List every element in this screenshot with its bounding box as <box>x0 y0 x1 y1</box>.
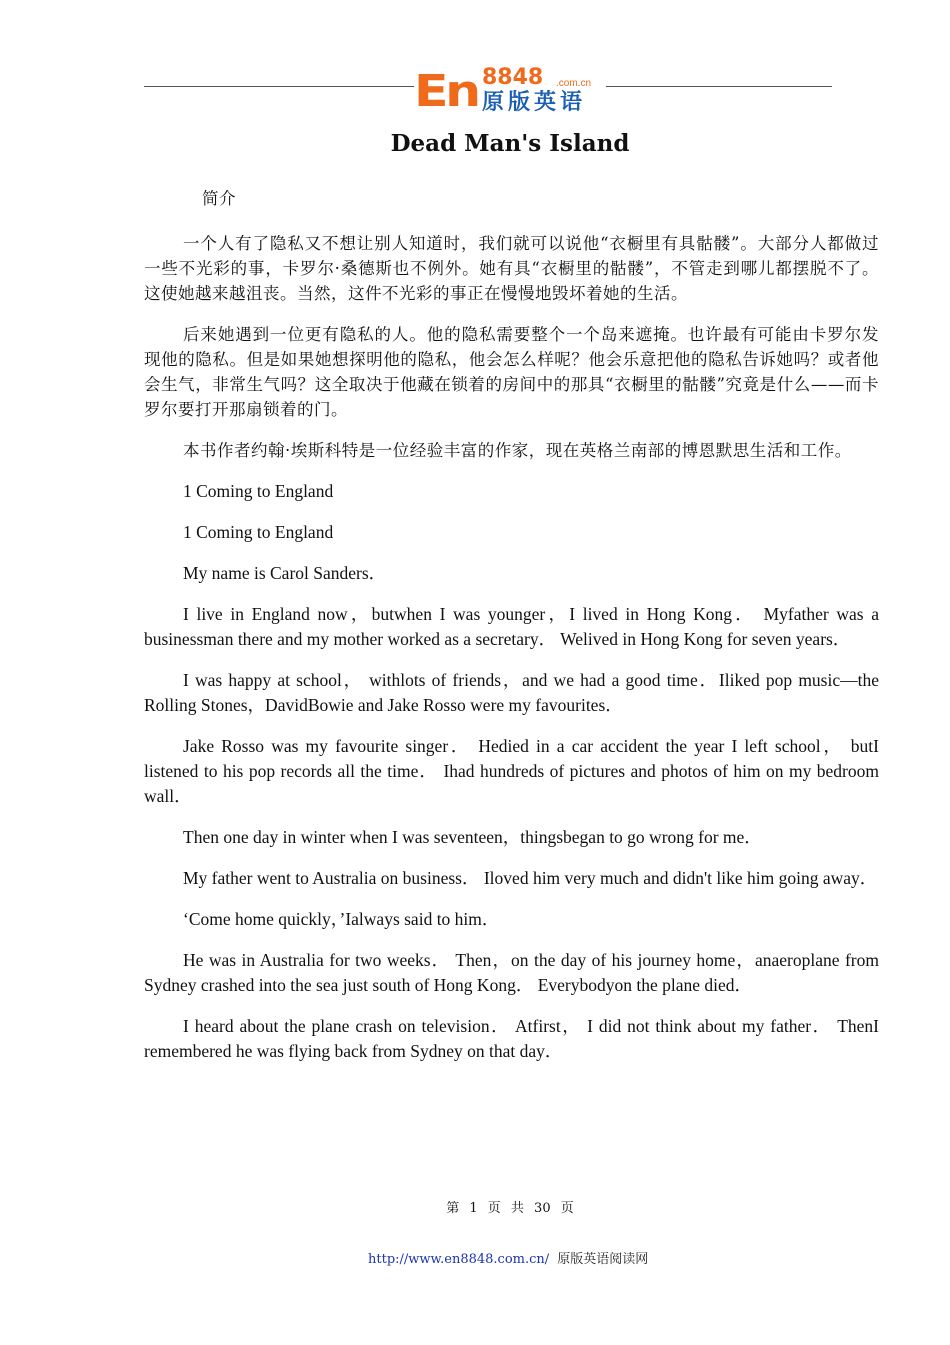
paragraph: 一个人有了隐私又不想让别人知道时，我们就可以说他“衣橱里有具骷髅”。大部分人都做过一些不光彩的事，卡罗尔·桑德斯也不例外。她有具“衣橱里的骷髅”，不管走到哪儿都摆脱不了。这使她越来越沮丧。当然，这件不光彩的事正在慢慢地毁坏着她的生活。 <box>144 234 879 303</box>
site-logo <box>414 66 606 118</box>
chapter-heading: 1 Coming to England <box>183 522 334 542</box>
chapter-heading: 1 Coming to England <box>183 481 334 501</box>
intro-heading: 简介 <box>202 189 236 208</box>
paragraph: I heard about the plane crash on television． Atfirst， I did not think about my father． ThenI remembered he was flying back from Sydney on that day． <box>144 1016 879 1061</box>
page-indicator: 第 1 页 共 30 页 <box>446 1201 574 1216</box>
document-body <box>144 186 879 1080</box>
paragraph: He was in Australia for two weeks． Then，on the day of his journey home，anaeroplane from Sydney crashed into the sea just south of Hong Kong． Everybodyon the plane died． <box>144 950 879 995</box>
footer-site-name: 原版英语阅读网 <box>557 1252 649 1267</box>
header-rule-right <box>606 86 832 87</box>
logo-en-mark: En <box>414 66 478 117</box>
paragraph: I was happy at school， withlots of friends，and we had a good time．Iliked pop music—the Rolling Stones，DavidBowie and Jake Rosso were my favourites． <box>144 670 879 715</box>
paragraph: Then one day in winter when I was seventeen，thingsbegan to go wrong for me． <box>183 827 762 847</box>
paragraph: 后来她遇到一位更有隐私的人。他的隐私需要整个一个岛来遮掩。也许最有可能由卡罗尔发现他的隐私。但是如果她想探明他的隐私，他会怎么样呢？他会乐意把他的隐私告诉她吗？或者他会生气，非常生气吗？这全取决于他藏在锁着的房间中的那具“衣橱里的骷髅”究竟是什么——而卡罗尔要打开那扇锁着的门。 <box>144 325 879 419</box>
paragraph: 本书作者约翰·埃斯科特是一位经验丰富的作家，现在英格兰南部的博恩默思生活和工作。 <box>183 441 852 460</box>
paragraph: ‘Come home quickly，’Ialways said to him． <box>183 909 500 929</box>
document-title: Dead Man's Island <box>390 130 630 157</box>
paragraph: My name is Carol Sanders． <box>183 563 387 583</box>
paragraph: Jake Rosso was my favourite singer． Hedied in a car accident the year I left school， butI listened to his pop records all the time． Ihad hundreds of pictures and photos of him on my bedroom wall． <box>144 736 879 806</box>
logo-domain: .com.cn <box>556 78 592 89</box>
footer-url-link[interactable]: http://www.en8848.com.cn/ <box>368 1252 550 1267</box>
footer-link <box>368 1248 648 1267</box>
logo-number: 8848 <box>482 65 544 90</box>
paragraph: I live in England now，butwhen I was younger，I lived in Hong Kong． Myfather was a businessman there and my mother worked as a secretary． Welived in Hong Kong for seven years． <box>144 604 879 649</box>
logo-chinese-text: 原版英语 <box>482 90 587 115</box>
header-rule-left <box>144 86 414 87</box>
paragraph: My father went to Australia on business． Iloved him very much and didn't like him going away． <box>183 868 878 888</box>
